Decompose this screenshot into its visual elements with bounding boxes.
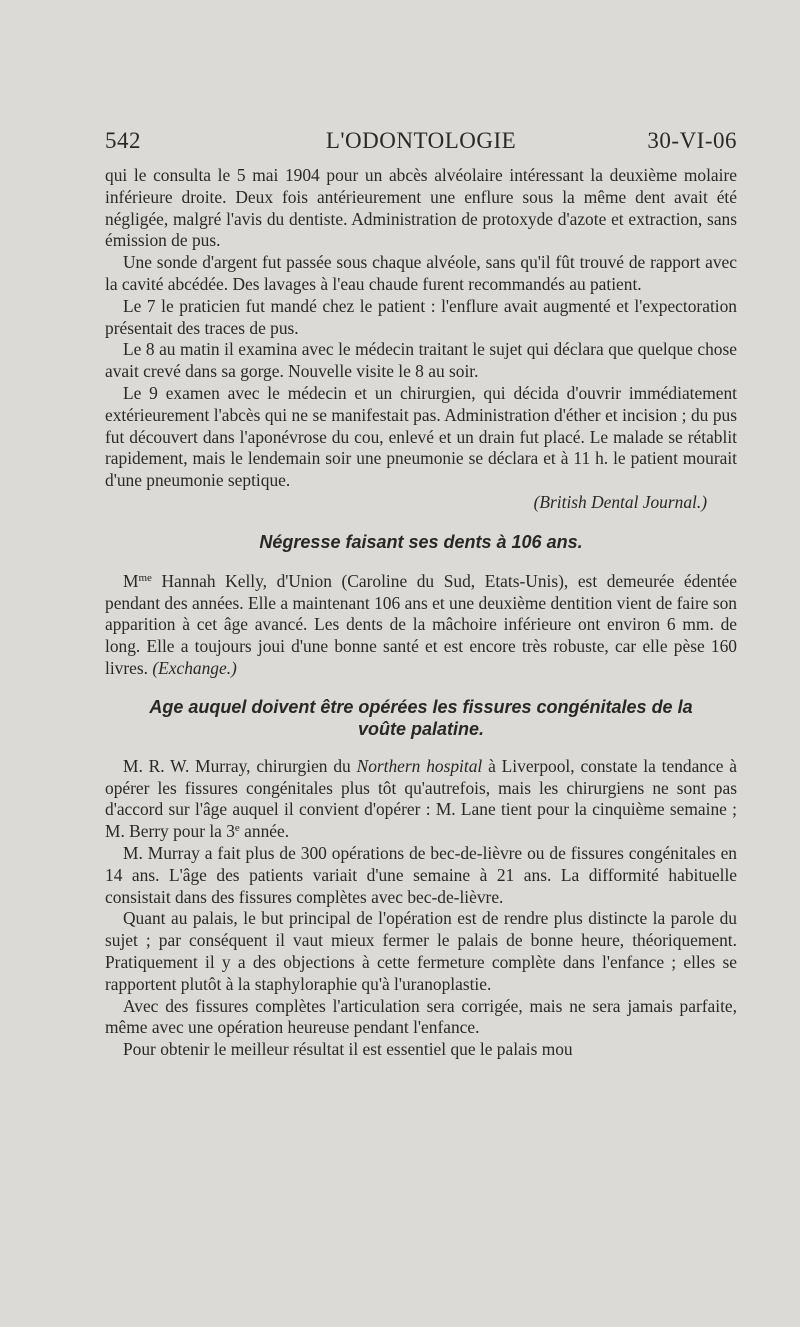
body-paragraph (105, 756, 737, 843)
body-paragraph: Le 7 le praticien fut mandé chez le patient : l'enflure avait augmenté et l'expectoration présentait des traces de pus. (105, 295, 737, 338)
title-abbrev: M (123, 570, 139, 591)
body-paragraph: Une sonde d'argent fut passée sous chaque alvéole, sans qu'il fût trouvé de rapport avec la cavité abcédée. Des lavages à l'eau chaude furent recommandés au patient. (105, 252, 737, 294)
body-paragraph (105, 571, 737, 680)
body-paragraph: M. Murray a fait plus de 300 opérations de bec-de-lièvre ou de fissures congénitales en 14 ans. L'âge des patients variait d'une semaine à 21 ans. La difformité habituelle consistait dans des fissures complètes avec bec-de-lièvre. (105, 842, 737, 907)
heading-line: voûte palatine. (357, 718, 485, 739)
journal-title: L'ODONTOLOGIE (325, 128, 517, 153)
body-paragraph: Quant au palais, le but principal de l'opération est de rendre plus distincte la parole du sujet ; par conséquent il vaut mieux fermer le palais de bonne heure, théoriquement. Pratiquement il y a des objections à cette fermeture complète dans l'enfance ; elles se rapportent plutôt à la staphyloraphie qu'à l'uranoplastie. (105, 908, 737, 994)
paragraph-text: à Liverpool, constate la tendance à opérer les fissures congénitales plus tôt qu'autrefois, mais les chirurgiens ne sont pas d'accord sur l'âge auquel il convient d'opérer : M. Lane tient pour la cinquième semaine ; M. Berry pour la 3 (105, 755, 738, 842)
hospital-name: Northern hospital (356, 755, 483, 776)
source-citation: (British Dental Journal.) (533, 491, 707, 512)
page-number: 542 (105, 128, 141, 153)
body-paragraph: Le 9 examen avec le médecin et un chirurgien, qui décida d'ouvrir immédiatement extérieurement l'abcès qui ne se manifestait pas. Administration d'éther et incision ; du pus fut découvert dans l'aponévrose du cou, enlevé et un drain fut placé. Le malade se rétablit rapidement, mais le lendemain soir une pneumonie se déclara et à 11 h. le patient mourait d'une pneumonie septique. (105, 382, 737, 491)
issue-date: 30-VI-06 (647, 128, 737, 153)
body-paragraph: qui le consulta le 5 mai 1904 pour un abcès alvéolaire intéressant la deuxième molaire inférieure droite. Deux fois antérieurement une enflure sous la même dent avait été négligée, malgré l'avis du dentiste. Administration de protoxyde d'azote et extraction, sans émission de pus. (105, 165, 737, 251)
source-citation: (Exchange.) (152, 657, 237, 678)
paragraph-text: Hannah Kelly, d'Union (Caroline du Sud, Etats-Unis), est demeurée édentée pendant des années. Elle a maintenant 106 ans et une deuxième dentition vient de faire son apparition à cet âge avancé. Les dents de la mâchoire inférieure ont environ 6 mm. de long. Elle a toujours joui d'une bonne santé et est encore très robuste, car elle pèse 160 livres. (105, 570, 737, 678)
body-paragraph: Le 8 au matin il examina avec le médecin traitant le sujet qui déclara que quelque chose avait crevé dans sa gorge. Nouvelle visite le 8 au soir. (105, 339, 737, 382)
superscript: me (138, 571, 152, 584)
body-paragraph: Pour obtenir le meilleur résultat il est essentiel que le palais mou (123, 1039, 573, 1060)
running-header (105, 128, 737, 162)
section-heading: Négresse faisant ses dents à 106 ans. (259, 531, 583, 552)
paragraph-text: M. R. W. Murray, chirurgien du (123, 755, 357, 776)
article-body (105, 165, 737, 1061)
body-paragraph: Avec des fissures complètes l'articulation sera corrigée, mais ne sera jamais parfaite, même avec une opération heureuse pendant l'enfance. (105, 995, 737, 1038)
heading-line: Age auquel doivent être opérées les fissures congénitales de la (149, 696, 693, 717)
section-heading (105, 696, 737, 740)
paragraph-text: année. (239, 821, 290, 842)
superscript: e (234, 822, 240, 835)
